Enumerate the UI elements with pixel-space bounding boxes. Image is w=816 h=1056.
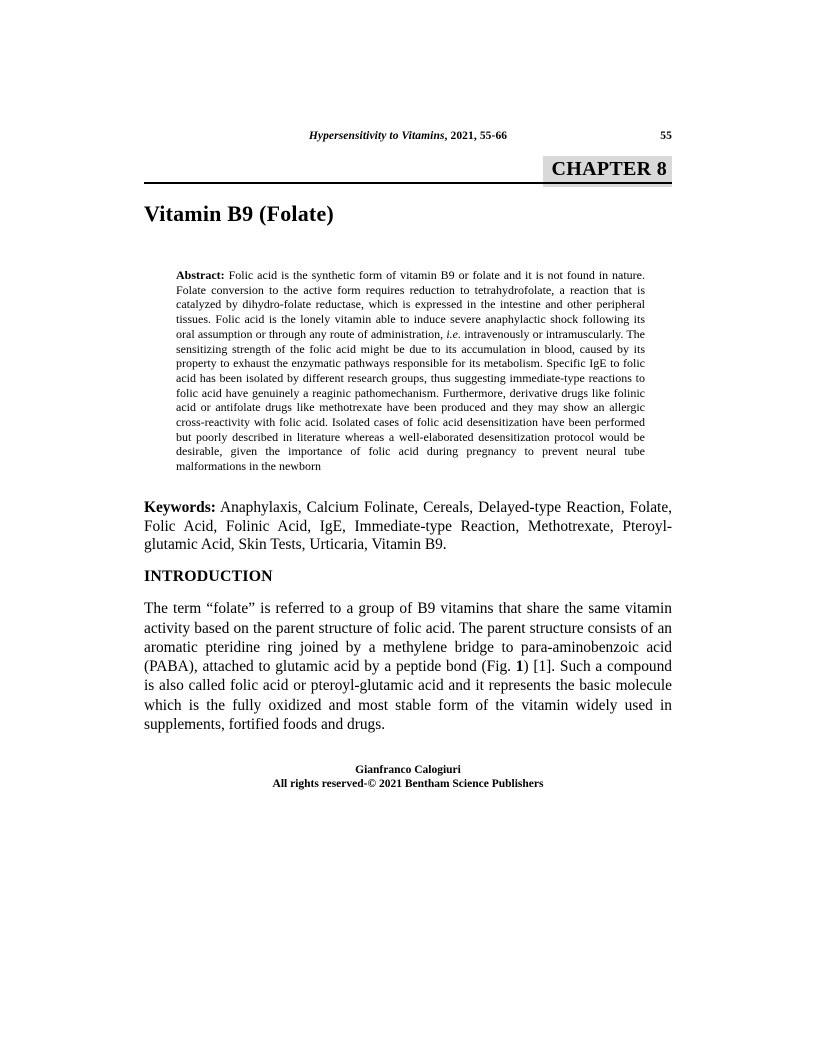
- journal-issue-pages: , 2021, 55-66: [444, 130, 508, 142]
- abstract-label: Abstract:: [176, 268, 225, 282]
- abstract-block: [176, 268, 645, 474]
- intro-text-2: ) [1]. Such a compound is also called folic acid or pteroyl-glutamic acid and it represents the basic molecule which is the fully oxidized and most stable form of the vitamin widely used in supplements, fortified foods and drugs.: [144, 658, 672, 734]
- introduction-paragraph: [144, 599, 672, 734]
- keywords-label: Keywords:: [144, 498, 216, 516]
- keywords-text: Anaphylaxis, Calcium Folinate, Cereals, Delayed-type Reaction, Folate, Folic Acid, Folinic Acid, IgE, Immediate-type Reaction, Methotrexate, Pteroyl-glutamic Acid, Skin Tests, Urticaria, Vitamin B9.: [144, 498, 672, 554]
- intro-text-1: The term “folate” is referred to a group of B9 vitamins that share the same vitamin activity based on the parent structure of folic acid. The parent structure consists of an aromatic pteridine ring joined by a methylene bridge to para-aminobenzoic acid (PABA), attached to glutamic acid by a peptide bond (Fig.: [144, 600, 672, 676]
- running-head-journal: [309, 130, 507, 142]
- abstract-text-1: Folic acid is the synthetic form of vitamin B9 or folate and it is not found in nature. Folate conversion to the active form requires reduction to tetrahydrofolate, a reaction that is catalyzed by dihydro-folate reductase, which is expressed in the intestine and other peripheral tissues. Folic acid is the lonely vitamin able to induce severe anaphylactic shock following its oral assumption or through any route of administration,: [176, 268, 645, 341]
- page-number: 55: [660, 130, 672, 142]
- figure-reference: 1: [515, 658, 524, 676]
- keywords-block: [144, 499, 672, 555]
- footer-author: Gianfranco Calogiuri: [355, 764, 461, 777]
- journal-title: Hypersensitivity to Vitamins: [308, 130, 445, 142]
- footer-copyright: All rights reserved-© 2021 Bentham Science Publishers: [272, 777, 544, 790]
- running-head: [144, 130, 672, 145]
- abstract-text-2: intravenously or intramuscularly. The sensitizing strength of the folic acid might be due to its accumulation in blood, caused by its property to exhaust the enzymatic pathways responsible for its metabolism. Specific IgE to folic acid has been isolated by different research groups, thus suggesting immediate-type reactions to folic acid have genuinely a reaginic pathomechanism. Furthermore, derivative drugs like folinic acid or antifolate drugs like methotrexate have been produced and they may show an allergic cross-reactivity with folic acid. Isolated cases of folic acid desensitization have been performed but poorly described in literature whereas a well-elaborated desensitization protocol would be desirable, given the importance of folic acid during pregnancy to prevent neural tube malformations in the newborn: [176, 326, 645, 474]
- abstract-ie-term: i.e.: [446, 326, 462, 341]
- horizontal-rule: [144, 182, 672, 184]
- chapter-banner-row: [144, 156, 672, 188]
- chapter-label: CHAPTER 8: [543, 156, 672, 187]
- introduction-heading: INTRODUCTION: [144, 568, 273, 586]
- page-title: Vitamin B9 (Folate): [144, 201, 334, 226]
- page-footer: [144, 764, 672, 791]
